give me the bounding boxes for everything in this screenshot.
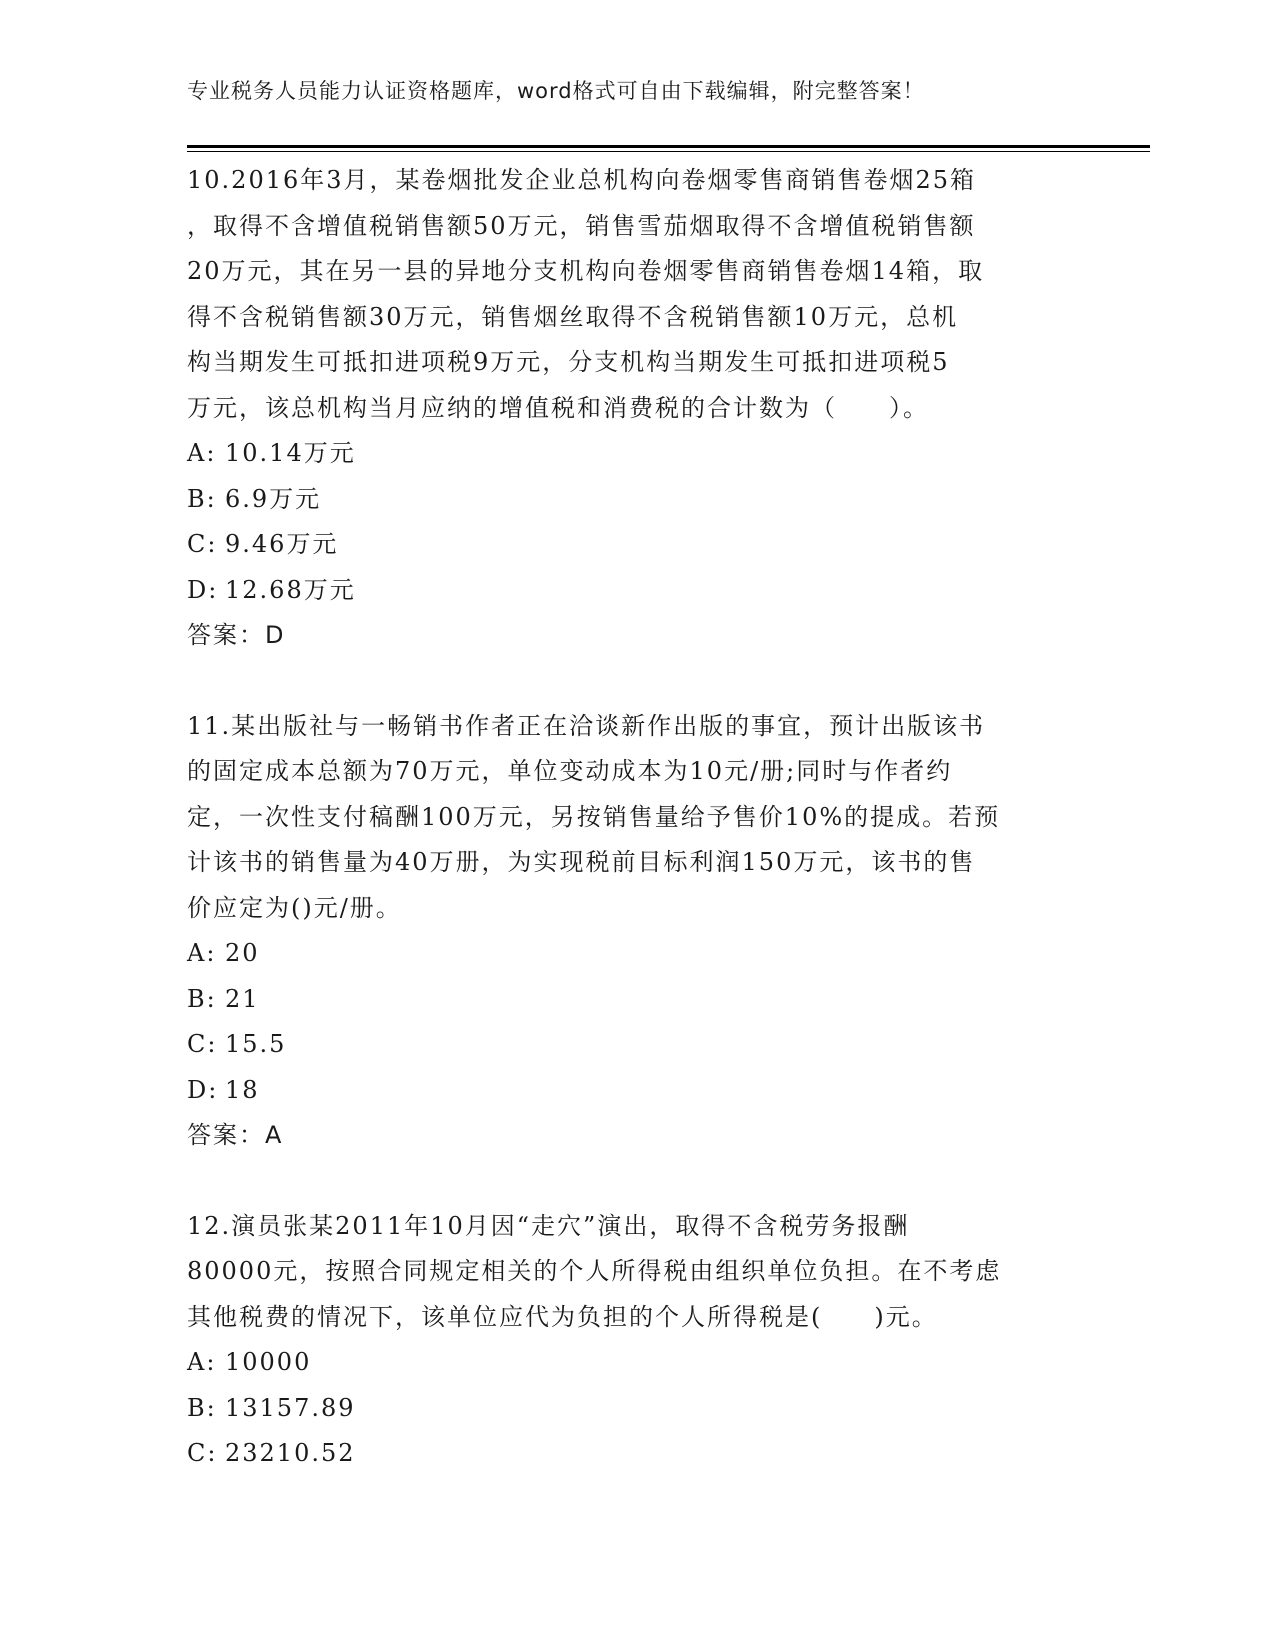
question-stem-line: 的固定成本总额为70万元，单位变动成本为10元/册;同时与作者约: [187, 757, 953, 785]
option-text: 9.46万元: [225, 530, 339, 558]
option-text: 21: [225, 984, 260, 1013]
spacer: [187, 659, 1087, 704]
option-text: 6.9万元: [225, 484, 322, 513]
option-c: [187, 1022, 1087, 1068]
question-11: [187, 704, 1087, 1159]
question-stem-line: 价应定为()元/册。: [187, 893, 402, 922]
question-list: [187, 158, 1087, 1477]
question-stem-line: 其他税费的情况下，该单位应代为负担的个人所得税是( )元。: [187, 1302, 938, 1331]
option-a: [187, 431, 1087, 477]
question-stem-line: 得不含税销售额30万元，销售烟丝取得不含税销售额10万元，总机: [187, 302, 959, 331]
option-text: 10000: [225, 1348, 312, 1376]
spacer: [187, 1159, 1087, 1204]
question-stem-line: 计该书的销售量为40万册，为实现税前目标利润150万元，该书的售: [187, 848, 976, 876]
option-letter: A:: [187, 939, 217, 967]
question-stem-line: 定，一次性支付稿酬100万元，另按销售量给予售价10%的提成。若预: [187, 802, 1001, 831]
option-c: [187, 522, 1087, 568]
option-letter: D:: [187, 1075, 219, 1104]
option-text: 23210.52: [225, 1439, 356, 1467]
question-stem-line: 20万元，其在另一县的异地分支机构向卷烟零售商销售卷烟14箱，取: [187, 257, 985, 285]
option-text: 10.14万元: [225, 439, 356, 467]
option-letter: B:: [187, 484, 217, 513]
option-letter: C:: [187, 530, 218, 558]
option-text: 18: [225, 1075, 260, 1104]
option-letter: D:: [187, 575, 219, 604]
option-letter: C:: [187, 1030, 218, 1058]
header-rule-thin: [187, 151, 1150, 152]
option-letter: A:: [187, 1348, 217, 1376]
option-letter: B:: [187, 1393, 217, 1422]
header-rule-thick: [187, 145, 1150, 148]
option-b: [187, 477, 1087, 523]
option-b: [187, 977, 1087, 1023]
option-letter: C:: [187, 1439, 218, 1467]
question-stem-line: 12.演员张某2011年10月因“走穴”演出，取得不含税劳务报酬: [187, 1211, 910, 1240]
option-letter: B:: [187, 984, 217, 1013]
answer: 答案：A: [187, 1121, 284, 1149]
option-text: 20: [225, 939, 260, 967]
option-letter: A:: [187, 439, 217, 467]
question-stem-line: 万元，该总机构当月应纳的增值税和消费税的合计数为（ ）。: [187, 393, 929, 422]
question-12: [187, 1204, 1087, 1477]
question-stem-line: ，取得不含增值税销售额50万元，销售雪茄烟取得不含增值税销售额: [187, 211, 976, 240]
answer: 答案：D: [187, 621, 286, 649]
question-stem-line: 构当期发生可抵扣进项税9万元，分支机构当期发生可抵扣进项税5: [187, 348, 950, 376]
option-text: 15.5: [225, 1030, 287, 1058]
option-a: [187, 1340, 1087, 1386]
option-c: [187, 1431, 1087, 1477]
option-text: 13157.89: [225, 1393, 356, 1422]
option-a: [187, 931, 1087, 977]
question-stem-line: 11.某出版社与一畅销书作者正在洽谈新作出版的事宜，预计出版该书: [187, 711, 986, 740]
option-b: [187, 1386, 1087, 1432]
question-10: [187, 158, 1087, 659]
option-d: [187, 568, 1087, 614]
question-stem-line: 80000元，按照合同规定相关的个人所得税由组织单位负担。在不考虑: [187, 1257, 1002, 1285]
question-stem-line: 10.2016年3月，某卷烟批发企业总机构向卷烟零售商销售卷烟25箱: [187, 166, 977, 194]
page-header: 专业税务人员能力认证资格题库，word格式可自由下载编辑，附完整答案！: [187, 79, 925, 103]
option-d: [187, 1068, 1087, 1114]
option-text: 12.68万元: [225, 575, 356, 604]
